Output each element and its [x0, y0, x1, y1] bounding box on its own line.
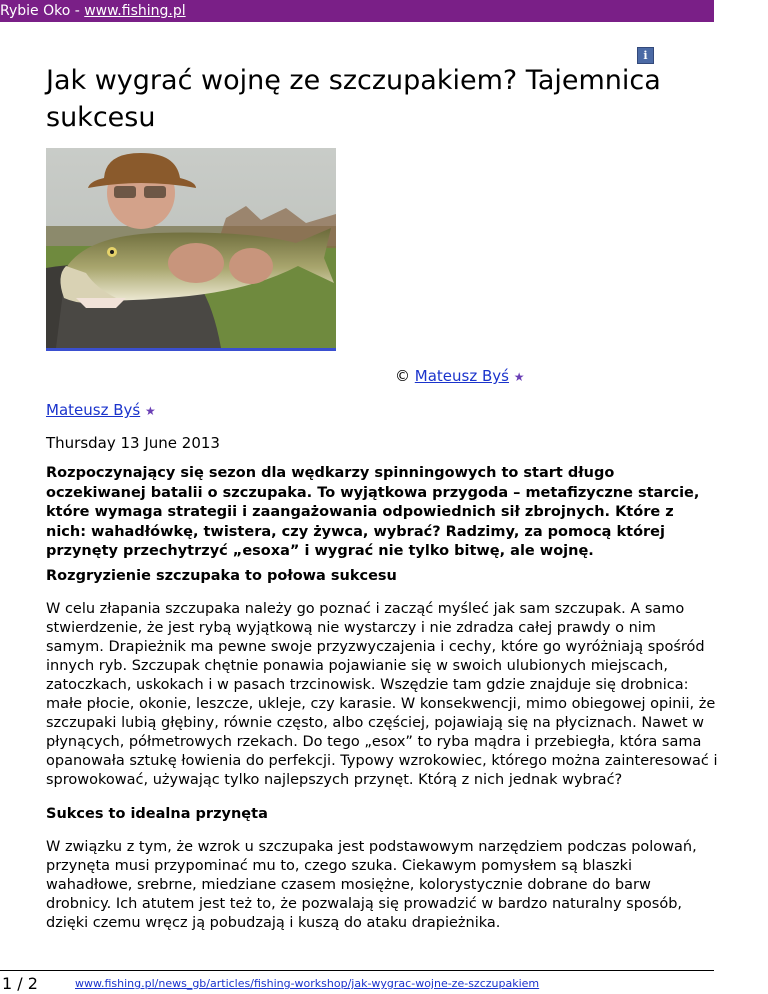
- article-author: [46, 401, 156, 419]
- article-date: Thursday 13 June 2013: [46, 434, 220, 452]
- copyright-symbol: ©: [395, 367, 410, 385]
- page-number: 1 / 2: [2, 974, 38, 993]
- section-paragraph: W celu złapania szczupaka należy go poznać i zacząć myśleć jak sam szczupak. A samo stwierdzenie, że jest rybą wyjątkową nie wystarczy i nie zdradza całej prawdy o nim samym. Drapieżnik ma pewne swoje przyzwyczajenia i cechy, które go wyróżniają spośród innych ryb. Szczupak chętnie ponawia pojawianie się w swoich ulubionych miejscach, zatoczkach, uskokach i w pasach trzcinowisk. Wszędzie tam gdzie znajduje się drobnica: małe płocie, okonie, leszcze, ukleje, czy karasie. W konsekwencji, mimo obiegowej opinii, że szczupaki lubią głębiny, równie często, albo częściej, pojawiają się na płyciznach. Nawet w płynących, półmetrowych rzekach. Do tego „esox” to ryba mądra i przebiegła, która sama opanowała sztukę łowienia do perfekcji. Typowy wzrokowiec, którego można zainteresować i sprowokować, używając tylko najlepszych przynęt. Którą z nich jednak wybrać?: [46, 601, 718, 788]
- site-url-link[interactable]: www.fishing.pl: [84, 3, 186, 19]
- article-photo: [46, 148, 336, 351]
- info-icon[interactable]: i: [637, 47, 654, 64]
- footer-url-link[interactable]: www.fishing.pl/news_gb/articles/fishing-workshop/jak-wygrac-wojne-ze-szczupakiem: [75, 977, 540, 990]
- photo-credit-author-link[interactable]: Mateusz Byś: [414, 367, 509, 385]
- site-name: Rybie Oko -: [0, 3, 85, 19]
- footer-divider: [0, 970, 714, 971]
- star-icon: ★: [513, 370, 525, 384]
- section-heading: Rozgryzienie szczupaka to połowa sukcesu: [46, 568, 397, 584]
- photo-credit: [395, 367, 525, 385]
- star-icon: ★: [144, 404, 156, 418]
- section-heading: Sukces to idealna przynęta: [46, 806, 268, 822]
- site-header-bar: [0, 0, 714, 22]
- article-lead: Rozpoczynający się sezon dla wędkarzy spinningowych to start długo oczekiwanej batalii o szczupaka. To wyjątkowa przygoda – metafizyczne starcie, które wymaga strategii i zaangażowania odpowiednich sił zbrojnych. Które z nich: wahadłówkę, twistera, czy żywca, wybrać? Radzimy, za pomocą której przynęty przechytrzyć „esoxa” i wygrać nie tylko bitwę, ale wojnę.: [46, 465, 700, 559]
- section-paragraph: W związku z tym, że wzrok u szczupaka jest podstawowym narzędziem podczas polowań, przynęta musi przypominać mu to, czego szuka. Ciekawym pomysłem są blaszki wahadłowe, srebrne, miedziane czasem mosiężne, kolorystycznie dobrane do barw drobnicy. Ich atutem jest też to, że pozwalają się prowadzić w bardzo naturalny sposób, dzięki czemu wręcz ją pobudzają i kuszą do ataku drapieżnika.: [46, 839, 697, 931]
- article-title: Jak wygrać wojnę ze szczupakiem? Tajemnica sukcesu: [46, 65, 661, 133]
- author-link[interactable]: Mateusz Byś: [46, 401, 141, 419]
